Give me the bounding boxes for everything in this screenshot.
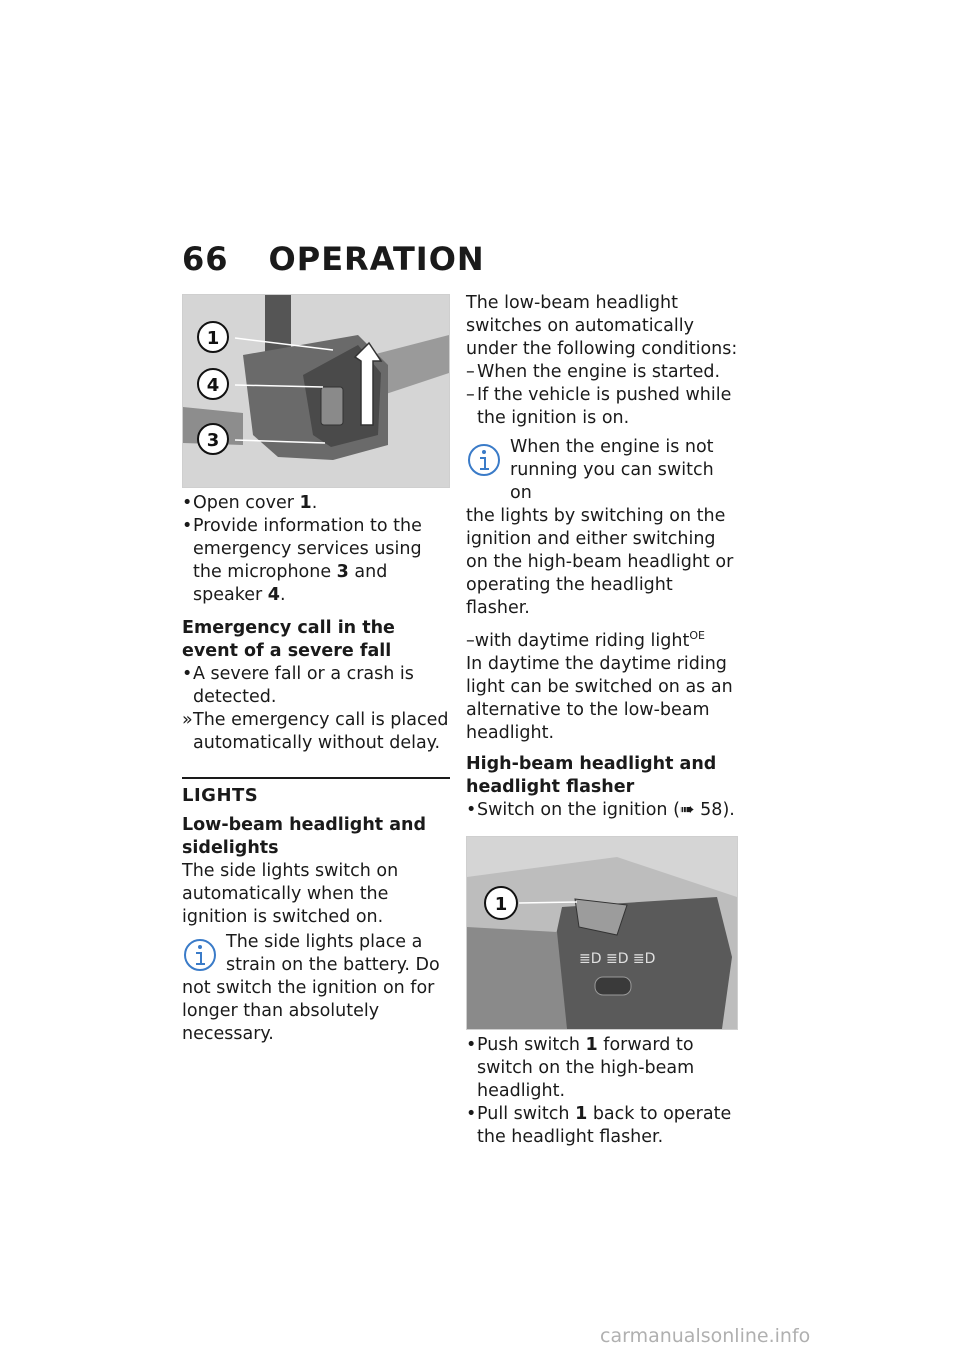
auto-lowbeam-text: The low-beam headlight switches on automatically under the following conditions:: [466, 293, 738, 359]
list-item: • Switch on the ignition (➠ 58).: [466, 800, 735, 820]
page-number: 66: [182, 240, 229, 278]
watermark: carmanualsonline.info: [600, 1325, 811, 1347]
section-title-lights: LIGHTS: [182, 785, 259, 806]
note-engine-off: When the engine is not running you can switch on the lights by switching on the ignition and either switching on the high-beam headlight or operating the headlight flasher.: [466, 437, 734, 618]
drl-label: –with daytime riding light$^{OE}$: [466, 629, 705, 651]
lowbeam-heading: Low-beam headlight and sidelights: [182, 815, 427, 858]
lights-section: [182, 777, 450, 806]
highbeam-heading: High-beam headlight and headlight flasher: [466, 754, 717, 797]
list-item: – If the vehicle is pushed while the ignition is on.: [466, 385, 732, 428]
note-battery: The side lights place a strain on the battery. Do not switch the ignition on for longer than absolutely necessary.: [182, 932, 440, 1044]
callout-3: 3: [206, 430, 220, 451]
list-item: – When the engine is started.: [466, 362, 721, 382]
list-item: • Provide information to the emergency services using the microphone 3 and speaker 4.: [182, 516, 422, 605]
list-item: • Push switch 1 forward to switch on the high-beam headlight.: [466, 1035, 695, 1101]
left-column: [182, 294, 450, 1046]
figure-emergency-call-switch: [182, 294, 450, 488]
list-item: • Pull switch 1 back to operate the headlight flasher.: [466, 1104, 732, 1147]
right-column: [466, 294, 738, 1149]
callout-1: 1: [494, 894, 508, 915]
drl-text: In daytime the daytime riding light can be switched on as an alternative to the low-beam headlight.: [466, 654, 733, 743]
svg-text:≣D ≣D ≣D: ≣D ≣D ≣D: [579, 951, 656, 967]
lowbeam-text: The side lights switch on automatically when the ignition is switched on.: [182, 861, 399, 927]
severe-fall-heading: Emergency call in the event of a severe fall: [182, 618, 395, 661]
callout-4: 4: [206, 375, 220, 396]
info-icon: [182, 937, 218, 975]
arrow-right-icon: ➠: [679, 800, 695, 820]
page-title: OPERATION: [268, 240, 485, 278]
emergency-steps: [182, 492, 450, 755]
info-icon: [466, 442, 502, 480]
callout-1: 1: [206, 328, 220, 349]
figure-headlight-switch: [466, 836, 738, 1030]
list-item: » The emergency call is placed automatically without delay.: [182, 710, 449, 753]
page-header: [182, 240, 485, 278]
list-item: • A severe fall or a crash is detected.: [182, 664, 414, 707]
list-item: • Open cover 1.: [182, 493, 318, 513]
